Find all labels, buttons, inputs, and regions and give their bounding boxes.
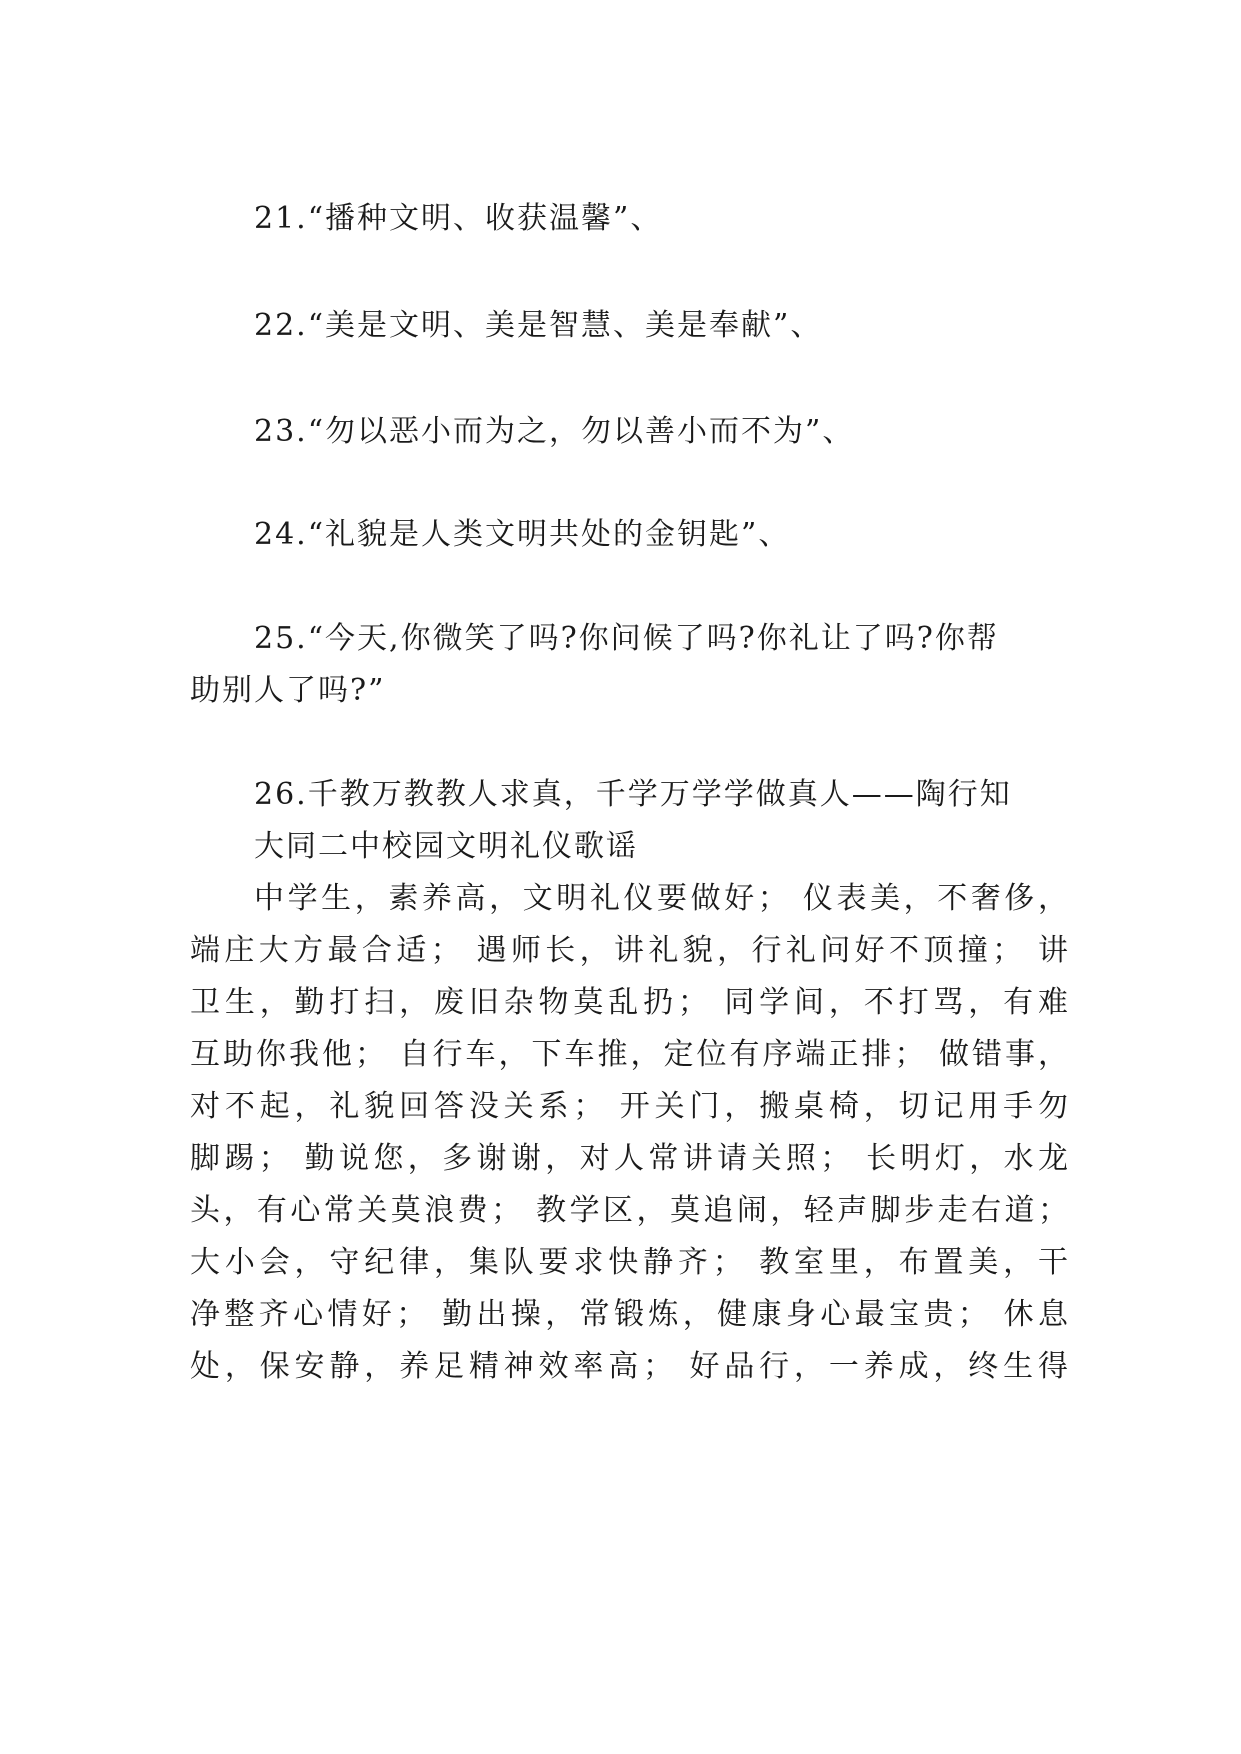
song-line: 处，保安静，养足精神效率高； 好品行，一养成，终生得 (190, 1349, 1070, 1384)
list-item-25-line-2: 助别人了吗?” (190, 673, 386, 708)
list-item-22: 22.“美是文明、美是智慧、美是奉献”、 (254, 308, 823, 343)
song-line: 中学生，素养高，文明礼仪要做好； 仪表美，不奢侈， (254, 881, 1070, 916)
song-line: 脚踢； 勤说您，多谢谢，对人常讲请关照； 长明灯，水龙 (190, 1141, 1070, 1176)
list-item-25-line-1: 25.“今天,你微笑了吗?你问候了吗?你礼让了吗?你帮 (254, 621, 999, 656)
song-line: 对不起，礼貌回答没关系； 开关门，搬桌椅，切记用手勿 (190, 1089, 1070, 1124)
list-item-21: 21.“播种文明、收获温馨”、 (254, 201, 663, 236)
song-line: 卫生，勤打扫，废旧杂物莫乱扔； 同学间，不打骂，有难 (190, 985, 1070, 1020)
song-line: 头，有心常关莫浪费； 教学区，莫追闹，轻声脚步走右道； (190, 1193, 1070, 1228)
list-item-26: 26.千教万教教人求真，千学万学学做真人——陶行知 (254, 777, 1012, 812)
song-line: 互助你我他； 自行车，下车推，定位有序端正排； 做错事， (190, 1037, 1070, 1072)
song-title: 大同二中校园文明礼仪歌谣 (254, 829, 638, 864)
song-line: 端庄大方最合适； 遇师长，讲礼貌，行礼问好不顶撞； 讲 (190, 933, 1070, 968)
list-item-23: 23.“勿以恶小而为之，勿以善小而不为”、 (254, 414, 855, 449)
list-item-24: 24.“礼貌是人类文明共处的金钥匙”、 (254, 517, 791, 552)
song-line: 大小会，守纪律，集队要求快静齐； 教室里，布置美，干 (190, 1245, 1070, 1280)
song-line: 净整齐心情好； 勤出操，常锻炼，健康身心最宝贵； 休息 (190, 1297, 1070, 1332)
